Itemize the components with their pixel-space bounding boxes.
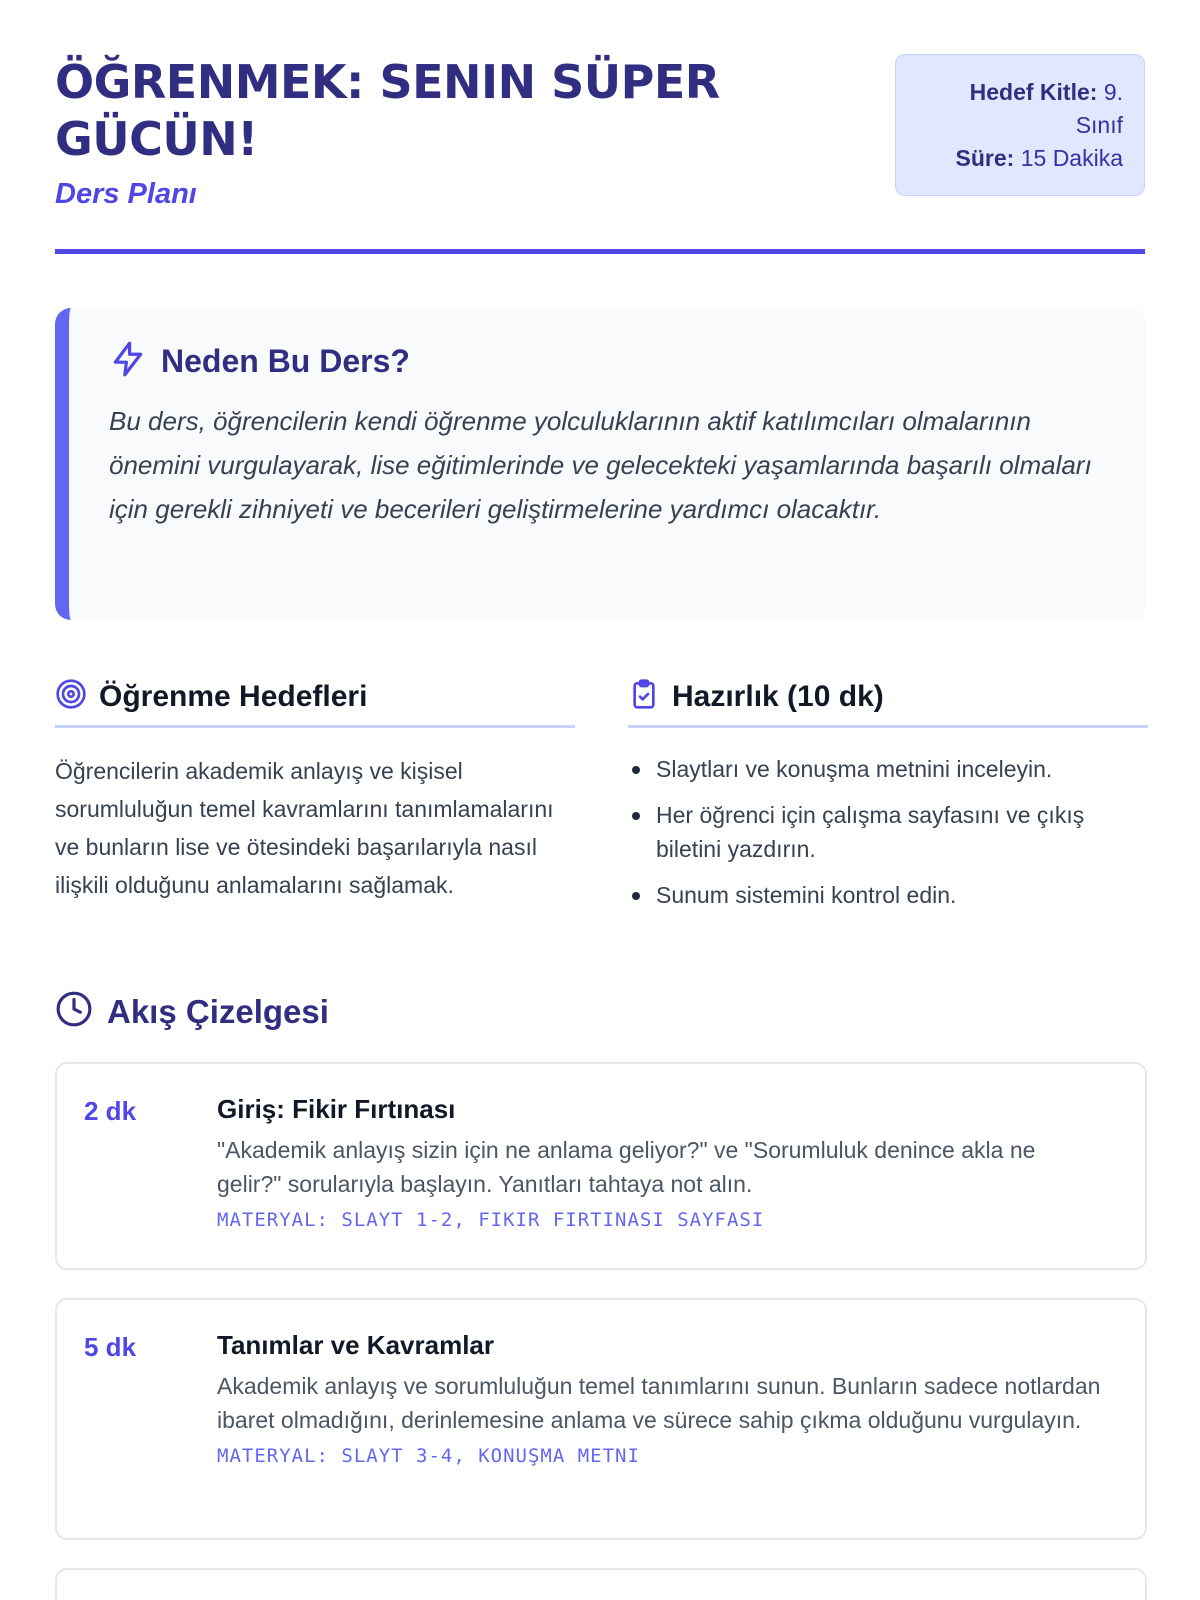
prep-title: Hazırlık (10 dk) [672,679,884,713]
meta-box [895,54,1145,196]
step-description: Akademik anlayış ve sorumluluğun temel tanımlarını sunun. Bunların sadece notlardan ibaret olmadığını, derinlemesine anlama ve sürece sahip çıkma olduğunu vurgulayın. [217,1373,1101,1433]
why-header [109,340,1107,383]
objectives-header [55,678,575,728]
prep-header [628,678,1148,728]
duration-value: 15 Dakika [1020,145,1123,171]
header [55,0,1145,254]
prep-item: Her öğrenci için çalışma sayfasını ve çıkış biletini yazdırın. [628,798,1148,866]
duration-line [917,142,1123,175]
audience-value: 9. Sınıf [1075,79,1123,138]
why-title: Neden Bu Ders? [161,343,410,379]
step-time: 2 dk [84,1096,137,1126]
flow-step-partial [55,1568,1147,1600]
step-material: MATERYAL: SLAYT 3-4, KONUŞMA METNI [217,1445,640,1467]
prep-section [628,678,1148,924]
prep-item: Slaytları ve konuşma metnini inceleyin. [628,752,1148,786]
objectives-section [55,678,575,904]
step-description: "Akademik anlayış sizin için ne anlama geliyor?" ve "Sorumluluk denince akla ne gelir?" sorularıyla başlayın. Yanıtları tahtaya not alın. [217,1137,1036,1197]
step-title: Tanımlar ve Kavramlar [217,1330,494,1360]
objectives-text: Öğrencilerin akademik anlayış ve kişisel sorumluluğun temel kavramlarını tanımlamalarını ve bunların lise ve ötesindeki başarılarıyla nasıl ilişkili olduğunu anlamalarını sağlamak. [55,758,554,898]
clock-icon [55,990,93,1033]
step-body [217,1330,1105,1467]
audience-line [917,76,1123,142]
why-section [55,308,1147,620]
prep-item: Sunum sistemini kontrol edin. [628,878,1148,912]
lightning-icon [109,340,147,383]
page-subtitle: Ders Planı [55,178,197,210]
flow-step [55,1062,1147,1270]
step-material: MATERYAL: SLAYT 1-2, FIKIR FIRTINASI SAYFASI [217,1209,765,1231]
target-icon [55,678,87,715]
why-text: Bu ders, öğrencilerin kendi öğrenme yolculuklarının aktif katılımcıları olmalarının önemini vurgulayarak, lise eğitimlerinde ve gelecekteki yaşamlarında başarılı olmaları için gerekli zihniyeti ve becerileri geliştirmelerine yardımcı olacaktır. [109,406,1092,524]
prep-list [628,752,1148,912]
audience-label: Hedef Kitle: [969,79,1098,105]
step-time: 5 dk [84,1332,137,1362]
page-title: ÖĞRENMEK: SENIN SÜPER GÜCÜN! [55,55,720,166]
flow-title: Akış Çizelgesi [107,992,329,1030]
duration-label: Süre: [955,145,1015,171]
flow-header [55,990,329,1033]
objectives-title: Öğrenme Hedefleri [99,679,368,713]
flow-step [55,1298,1147,1540]
clipboard-check-icon [628,678,660,715]
step-body [217,1094,1105,1231]
step-title: Giriş: Fikir Fırtınası [217,1094,456,1124]
